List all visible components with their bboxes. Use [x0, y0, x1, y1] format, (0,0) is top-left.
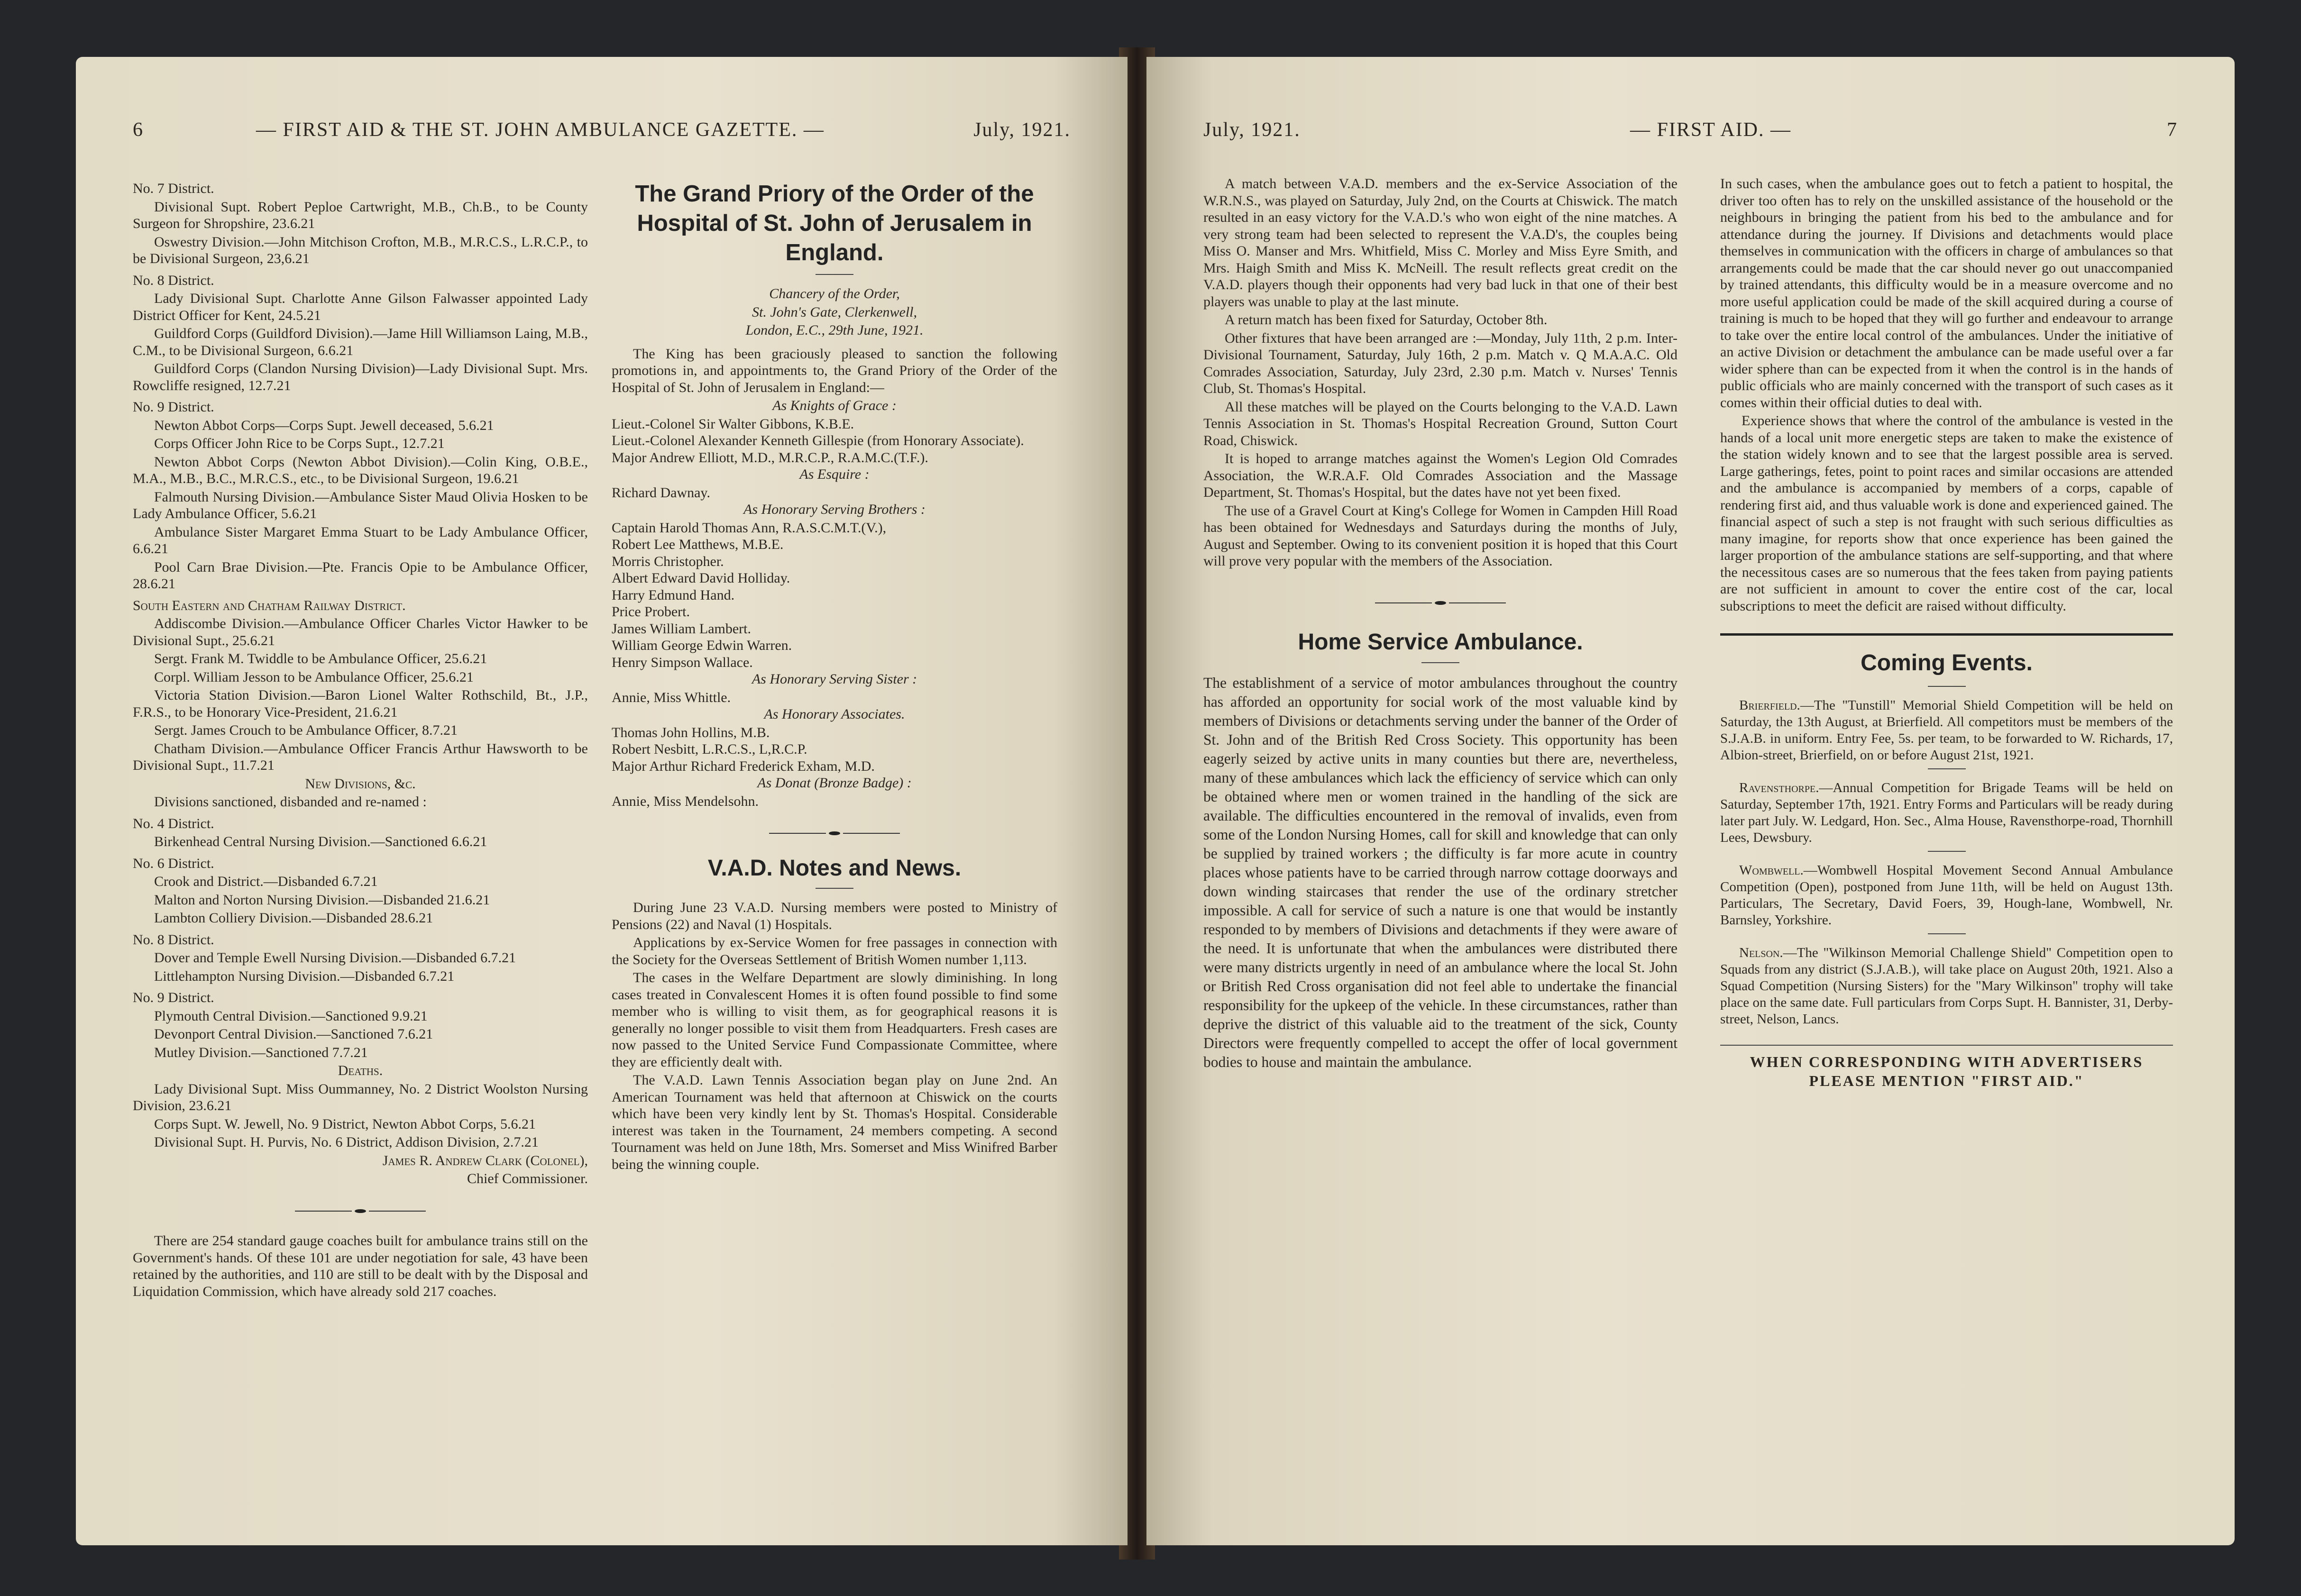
- notice-paragraph: There are 254 standard gauge coaches built for ambulance trains still on the Government's hands. Of these 101 are under negotiation for sale, 43 have been retained by the authorities, and 110 are still to be dealt with by the Disposal and Liquidation Commission, which have already sold 217 coaches.: [133, 1233, 588, 1299]
- event-item: [1720, 862, 2173, 929]
- district-heading: No. 9 District.: [133, 990, 214, 1005]
- right-page: [1146, 57, 2235, 1545]
- page-number: 7: [2167, 119, 2178, 141]
- chancery-line: St. John's Gate, Clerkenwell,: [752, 304, 917, 320]
- honour-name: Lieut.-Colonel Sir Walter Gibbons, K.B.E.: [612, 416, 854, 432]
- event-item: [1720, 780, 2173, 846]
- honour-name: Henry Simpson Wallace.: [612, 654, 753, 670]
- ambulance-paragraph: In such cases, when the ambulance goes out to fetch a patient to hospital, the driver too often has to rely on the unskilled assistance of the household or the neighbours in bringing the patient from his bed to the ambulance and for attendance during the journey. If Divisions and detachments would place themselves in communication with the officers in charge of ambulances so that arrangements could be made that the car should never go out unaccompanied by trained attendants, this difficulty would be in a measure overcome and no more useful application could be made of the skill acquired during a course of training is much to be hoped that they will go further and endeavour to arrange to take over the entire local control of the ambulances. Under the initiative of an active Division or detachment the ambulance can be made useful over a far wider sphere than can be expected from it when the control is in the hands of public officials who are mainly concerned with the transport of such cases as it comes within their official duties to deal with.: [1720, 176, 2173, 410]
- notice-paragraph: Plymouth Central Division.—Sanctioned 9.9.21: [154, 1008, 428, 1024]
- honour-name: James William Lambert.: [612, 620, 751, 637]
- notice-paragraph: Crook and District.—Disbanded 6.7.21: [154, 874, 378, 889]
- short-rule: [1421, 662, 1459, 663]
- event-place: Ravensthorpe.: [1739, 780, 1819, 795]
- issue-date: July, 1921.: [1203, 119, 1301, 141]
- short-rule: [1928, 686, 1966, 687]
- honour-heading: As Donat (Bronze Badge) :: [757, 775, 912, 791]
- section-heading: New Divisions, &c.: [305, 775, 416, 792]
- home-service-title: Home Service Ambulance.: [1298, 629, 1583, 655]
- tennis-paragraph: All these matches will be played on the Courts belonging to the V.A.D. Lawn Tennis Association in St. Thomas's Hospital Recreation Ground, Sutton Court Road, Chiswick.: [1203, 399, 1678, 448]
- honour-name: Major Arthur Richard Frederick Exham, M.D.: [612, 758, 875, 774]
- short-rule: [1928, 768, 1966, 769]
- honour-name: Thomas John Hollins, M.B.: [612, 724, 770, 740]
- right-page-header: [1203, 119, 2178, 152]
- ornament-divider: [612, 824, 1057, 841]
- priory-intro: The King has been graciously pleased to sanction the following promotions in, and appointments to, the Grand Priory of the Order of the Hospital of St. John of Jerusalem in England:—: [612, 346, 1057, 395]
- honour-heading: As Honorary Serving Brothers :: [743, 502, 926, 517]
- tennis-paragraph: A return match has been fixed for Saturday, October 8th.: [1225, 312, 1548, 328]
- honour-name: Harry Edmund Hand.: [612, 587, 735, 603]
- notice-paragraph: Lambton Colliery Division.—Disbanded 28.6.21: [154, 910, 433, 926]
- honour-heading: As Honorary Serving Sister :: [752, 671, 917, 687]
- notice-paragraph: Ambulance Sister Margaret Emma Stuart to be Lady Ambulance Officer, 6.6.21: [133, 524, 588, 556]
- tennis-paragraphs: [1203, 175, 1678, 570]
- ornament-divider: [133, 1202, 588, 1219]
- notice-paragraph: Corps Officer John Rice to be Corps Supt., 12.7.21: [154, 436, 445, 451]
- notice-paragraph: Chatham Division.—Ambulance Officer Francis Arthur Hawsworth to be Divisional Supt., 11.7.21: [133, 740, 588, 773]
- short-rule: [816, 274, 853, 275]
- honour-heading: As Knights of Grace :: [772, 398, 897, 413]
- ambulance-continued-paragraphs: [1720, 175, 2173, 614]
- short-rule: [1928, 933, 1966, 934]
- signature-line: Chief Commissioner.: [467, 1171, 588, 1186]
- notice-paragraph: Victoria Station Division.—Baron Lionel Walter Rothschild, Bt., J.P., F.R.S., to be Honorary Vice-President, 21.6.21: [133, 687, 588, 720]
- chancery-line: Chancery of the Order,: [769, 286, 900, 301]
- honour-name: Major Andrew Elliott, M.D., M.R.C.P., R.A.M.C.(T.F.).: [612, 449, 928, 465]
- right-column-tennis-and-ambulance: [1203, 175, 1678, 1469]
- ambulance-paragraph: Experience shows that where the control of the ambulance is vested in the hands of a local unit more energetic steps are taken to make the existence of the station widely known and to see that the largest possible area is served. Large gatherings, fetes, point to point races and similar occasions are attended and the ambulance is accompanied by members of a corps, capable of rendering first aid, and thus valuable work is done and experienced gained. The financial aspect of such a step is not fraught with such serious difficulties as many imagine, for reports show that once experience has been gained the larger proportion of the ambulance stations are self-supporting, and that where the necessitous cases are so numerous that the fees taken from paying patients are not sufficient in amount to cover the entire cost of the car, local subscriptions to meet the deficit are raised without difficulty.: [1720, 413, 2173, 614]
- home-service-paragraphs: [1203, 674, 1678, 1072]
- coming-events-title: Coming Events.: [1861, 650, 2033, 675]
- honour-name: Richard Dawnay.: [612, 484, 710, 501]
- honour-name: Price Probert.: [612, 604, 690, 620]
- event-text: —The "Wilkinson Memorial Challenge Shield" Competition open to Squads from any district (S.J.A.B.), will take place on August 20th, 1921. Also a Squad Competition (Nursing Sisters) for the "Mary Wilkinson" trophy will take place on the same date. Full particulars from Corps Supt. H. Bannister, 31, Derby-street, Nelson, Lancs.: [1720, 945, 2173, 1027]
- tennis-paragraph: It is hoped to arrange matches against the Women's Legion Old Comrades Association, the W.R.A.F. Old Comrades Association and the Massage Department, St. Thomas's Hospital, but the dates have not yet been fixed.: [1203, 451, 1678, 500]
- notice-paragraph: Guildford Corps (Guildford Division).—Jame Hill Williamson Laing, M.B., C.M., to be Divisional Surgeon, 6.6.21: [133, 326, 588, 358]
- honour-name: Annie, Miss Whittle.: [612, 689, 731, 705]
- short-rule: [1928, 851, 1966, 852]
- issue-date: July, 1921.: [973, 119, 1071, 141]
- notice-paragraph: Birkenhead Central Nursing Division.—Sanctioned 6.6.21: [154, 834, 487, 849]
- honour-name: Lieut.-Colonel Alexander Kenneth Gillespie (from Honorary Associate).: [612, 433, 1024, 448]
- right-column-events: [1720, 175, 2173, 1469]
- tennis-paragraph: Other fixtures that have been arranged are :—Monday, July 11th, 2 p.m. Inter-Divisional Tournament, Saturday, July 16th, 2 p.m. Match v. Q M.A.A.C. Old Comrades Association, Saturday, July 23rd, 2.30 p.m. Match v. Nurses' Tennis Club, St. Thomas's Hospital.: [1203, 330, 1678, 396]
- district-heading: No. 6 District.: [133, 855, 214, 871]
- running-title: — FIRST AID. —: [1630, 119, 1791, 141]
- notice-paragraph: Mutley Division.—Sanctioned 7.7.21: [154, 1044, 368, 1060]
- vad-paragraphs: [612, 899, 1057, 1173]
- running-title: — FIRST AID & THE ST. JOHN AMBULANCE GAZETTE. —: [256, 119, 825, 141]
- honour-name: Albert Edward David Holliday.: [612, 570, 790, 586]
- honour-name: Robert Nesbitt, L.R.C.S., L,R.C.P.: [612, 741, 807, 757]
- section-heading: Deaths.: [338, 1063, 383, 1078]
- section-rule: [1720, 633, 2173, 636]
- event-item: [1720, 945, 2173, 1028]
- notice-paragraph: Dover and Temple Ewell Nursing Division.—Disbanded 6.7.21: [154, 950, 516, 966]
- left-column-appointments: [133, 175, 588, 1469]
- vad-paragraph: The V.A.D. Lawn Tennis Association began play on June 2nd. An American Tournament was held that afternoon at Chiswick on the courts which have been very kindly lent by St. Thomas's Hospital. Considerable interest was taken in the Tournament, 24 members competing. A second Tournament was held on June 18th, Mrs. Somerset and Miss Winifred Barber being the winning couple.: [612, 1072, 1057, 1172]
- honour-name: Robert Lee Matthews, M.B.E.: [612, 537, 784, 552]
- left-column-priory: [612, 175, 1057, 1469]
- priory-title: The Grand Priory of the Order of the Hospital of St. John of Jerusalem in England.: [635, 181, 1034, 265]
- event-place: Nelson.: [1739, 945, 1783, 960]
- event-text: —Annual Competition for Brigade Teams will be held on Saturday, September 17th, 1921. Entry Forms and Particulars will be ready during later part July. W. Ledgard, Hon. Sec., Alma House, Ravensthorpe-road, Thornhill Lees, Dewsbury.: [1720, 780, 2173, 845]
- left-page-header: [133, 119, 1071, 152]
- notice-paragraph: Corps Supt. W. Jewell, No. 9 District, Newton Abbot Corps, 5.6.21: [154, 1116, 536, 1132]
- notice-paragraph: Sergt. James Crouch to be Ambulance Officer, 8.7.21: [154, 722, 458, 738]
- event-item: [1720, 697, 2173, 764]
- district-heading: No. 4 District.: [133, 815, 214, 831]
- vad-title: V.A.D. Notes and News.: [707, 855, 962, 881]
- vad-paragraph: During June 23 V.A.D. Nursing members were posted to Ministry of Pensions (22) and Naval (1) Hospitals.: [612, 900, 1057, 932]
- notice-paragraph: Addiscombe Division.—Ambulance Officer Charles Victor Hawker to be Divisional Supt., 25.6.21: [133, 616, 588, 648]
- honour-heading: As Esquire :: [799, 466, 870, 482]
- honour-name: William George Edwin Warren.: [612, 638, 792, 653]
- chancery-line: London, E.C., 29th June, 1921.: [745, 322, 924, 338]
- tennis-paragraph: A match between V.A.D. members and the ex-Service Association of the W.R.N.S., was played on Saturday, July 2nd, on the Courts at Chiswick. The match resulted in an easy victory for the V.A.D.'s who won eight of the nine matches. A very strong team had been selected to represent the V.A.D's, the couples being Miss O. Manser and Mrs. Whitfield, Miss C. Morley and Miss Eyre Smith, and Mrs. Haigh Smith and Miss K. McNeill. The result reflects great credit on the V.A.D. players though their opponents had very bad luck in that one of their best players was unable to play at the last minute.: [1203, 176, 1678, 310]
- notice-paragraph: Pool Carn Brae Division.—Pte. Francis Opie to be Ambulance Officer, 28.6.21: [133, 559, 588, 592]
- home-service-paragraph: The establishment of a service of motor ambulances throughout the country has afforded an opportunity for social work of the most valuable kind by members of Divisions or detachments serving under the banner of the Order of St. John and of the British Red Cross Society. This opportunity has been eagerly seized by active units in many counties but there are, nevertheless, many of these ambulances which lack the efficiency of service which can only be obtained where men or women trained in the handling of the sick are available. The difficulties encountered in the removal of invalids, even from some of the London Nursing Homes, call for skill and knowledge that can only be supplied by trained workers ; the difficulty is far more acute in country places whose patients have to be carried through narrow cottage doorways and down winding staircases that render the use of the ordinary stretcher impossible. A call for service of such a nature is one that would be instantly responded to by members of Divisions and detachments if they were aware of the need. It is unfortunate that when the ambulances were distributed there were many districts urgently in need of an ambulance where the local St. John or British Red Cross organisation did not feel able to undertake the financial responsibility for the upkeep of the vehicle. In these circumstances, rather than deprive the district of this valuable aid to the treatment of the sick, County Directors were frequently compelled to accept the offer of local government bodies to house and maintain the ambulance.: [1203, 674, 1678, 1070]
- notice-paragraph: Corpl. William Jesson to be Ambulance Officer, 25.6.21: [154, 669, 474, 685]
- notice-paragraph: Guildford Corps (Clandon Nursing Division)—Lady Divisional Supt. Mrs. Rowcliffe resigned, 12.7.21: [133, 361, 588, 393]
- notice-paragraph: Sergt. Frank M. Twiddle to be Ambulance Officer, 25.6.21: [154, 651, 487, 666]
- event-place: Wombwell.: [1739, 862, 1804, 878]
- notice-paragraph: Divisional Supt. Robert Peploe Cartwright, M.B., Ch.B., to be County Surgeon for Shropshire, 23.6.21: [133, 199, 588, 231]
- district-heading: South Eastern and Chatham Railway District.: [133, 597, 406, 613]
- district-heading: No. 8 District.: [133, 931, 214, 948]
- notice-paragraph: Divisional Supt. H. Purvis, No. 6 District, Addison Division, 2.7.21: [154, 1134, 539, 1150]
- notice-paragraph: Lady Divisional Supt. Miss Oummanney, No. 2 District Woolston Nursing Division, 23.6.21: [133, 1081, 588, 1113]
- honour-name: Morris Christopher.: [612, 553, 724, 569]
- event-place: Brierfield.: [1739, 697, 1800, 713]
- signature-line: James R. Andrew Clark (Colonel),: [382, 1152, 588, 1168]
- short-rule: [816, 888, 853, 889]
- notice-paragraph: Divisions sanctioned, disbanded and re-named :: [154, 794, 427, 810]
- district-heading: No. 9 District.: [133, 399, 214, 415]
- district-heading: No. 7 District.: [133, 181, 214, 196]
- vad-paragraph: Applications by ex-Service Women for free passages in connection with the Society for the Overseas Settlement of British Women number 1,113.: [612, 935, 1057, 967]
- vad-paragraph: The cases in the Welfare Department are slowly diminishing. In long cases treated in Convalescent Homes it is often found possible to find some member who is willing to visit them, as for geographical reasons it is generally no longer possible to visit them from Headquarters. Fresh cases are now passed to the United Service Fund Compassionate Committee, where they are efficiently dealt with.: [612, 970, 1057, 1070]
- notice-paragraph: Lady Divisional Supt. Charlotte Anne Gilson Falwasser appointed Lady District Officer for Kent, 24.5.21: [133, 291, 588, 323]
- notice-paragraph: Falmouth Nursing Division.—Ambulance Sister Maud Olivia Hosken to be Lady Ambulance Officer, 5.6.21: [133, 489, 588, 521]
- page-number: 6: [133, 119, 144, 141]
- tennis-paragraph: The use of a Gravel Court at King's College for Women in Campden Hill Road has been obtained for Wednesdays and Saturdays during the months of July, August and September. Owing to its convenient position it is hoped that this Court will prove very popular with the members of the Association.: [1203, 502, 1678, 569]
- events-list: [1720, 697, 2173, 1028]
- left-page: [76, 57, 1128, 1545]
- district-heading: No. 8 District.: [133, 272, 214, 288]
- priory-sections: [612, 397, 1057, 810]
- notice-paragraph: Oswestry Division.—John Mitchison Crofton, M.B., M.R.C.S., L.R.C.P., to be Divisional Surgeon, 23,6.21: [133, 234, 588, 266]
- honour-name: Annie, Miss Mendelsohn.: [612, 793, 759, 809]
- advertiser-notice: WHEN CORRESPONDING WITH ADVERTISERS PLEASE MENTION "FIRST AID.": [1720, 1045, 2173, 1090]
- honour-name: Captain Harold Thomas Ann, R.A.S.C.M.T.(V.),: [612, 520, 887, 536]
- honour-heading: As Honorary Associates.: [764, 706, 905, 722]
- notice-paragraph: Newton Abbot Corps (Newton Abbot Division).—Colin King, O.B.E., M.A., M.B., B.C., M.R.C.S., etc., to be Divisional Surgeon, 19.6.21: [133, 454, 588, 486]
- event-text: —Wombwell Hospital Movement Second Annual Ambulance Competition (Open), postponed from June 11th, will be held on August 13th. Particulars, The Secretary, David Foers, 39, Hough-lane, Wombwell, Nr. Barnsley, Yorkshire.: [1720, 862, 2173, 928]
- notice-paragraph: Devonport Central Division.—Sanctioned 7.6.21: [154, 1026, 433, 1042]
- event-text: —The "Tunstill" Memorial Shield Competition will be held on Saturday, the 13th August, at Brierfield. All competitors must be members of the S.J.A.B. in uniform. Entry Fee, 5s. per team, to be forwarded to W. Richards, 17, Albion-street, Brierfield, on or before August 21st, 1921.: [1720, 697, 2173, 763]
- notice-paragraph: Newton Abbot Corps—Corps Supt. Jewell deceased, 5.6.21: [154, 417, 494, 433]
- ornament-divider: [1203, 593, 1678, 611]
- notice-paragraph: Littlehampton Nursing Division.—Disbanded 6.7.21: [154, 968, 455, 984]
- notice-paragraph: Malton and Norton Nursing Division.—Disbanded 21.6.21: [154, 892, 490, 908]
